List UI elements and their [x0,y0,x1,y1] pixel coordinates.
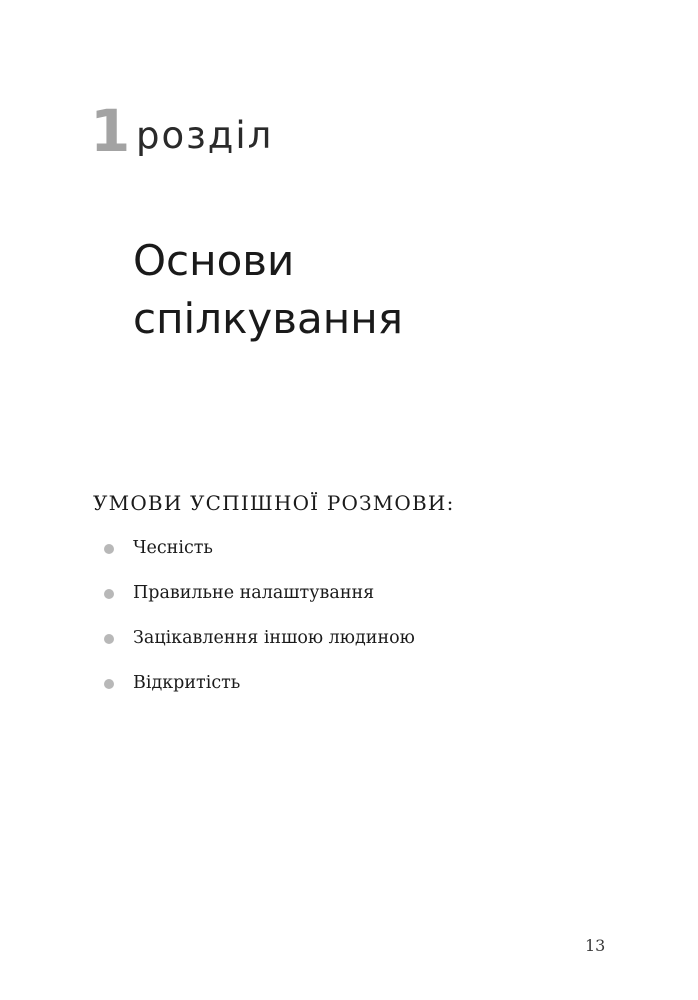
bullet-icon [104,634,114,644]
list-item-text: Чесність [133,538,213,558]
list-item-text: Відкритість [133,673,241,693]
list-item [100,625,415,670]
list-item-text: Зацікавлення іншою людиною [133,628,415,648]
list-item [100,535,415,580]
chapter-title [133,232,403,348]
chapter-title-line: спілкування [133,294,403,343]
conditions-list [100,535,415,715]
chapter-title-line: Основи [133,236,295,285]
list-item-text: Правильне налаштування [133,583,375,603]
page-number: 13 [585,936,606,955]
bullet-icon [104,544,114,554]
list-item [100,580,415,625]
conditions-heading: УМОВИ УСПІШНОЇ РОЗМОВИ: [93,491,455,515]
bullet-icon [104,679,114,689]
list-item [100,670,415,715]
chapter-number: 1 [90,97,131,165]
bullet-icon [104,589,114,599]
chapter-label: розділ [136,114,274,157]
